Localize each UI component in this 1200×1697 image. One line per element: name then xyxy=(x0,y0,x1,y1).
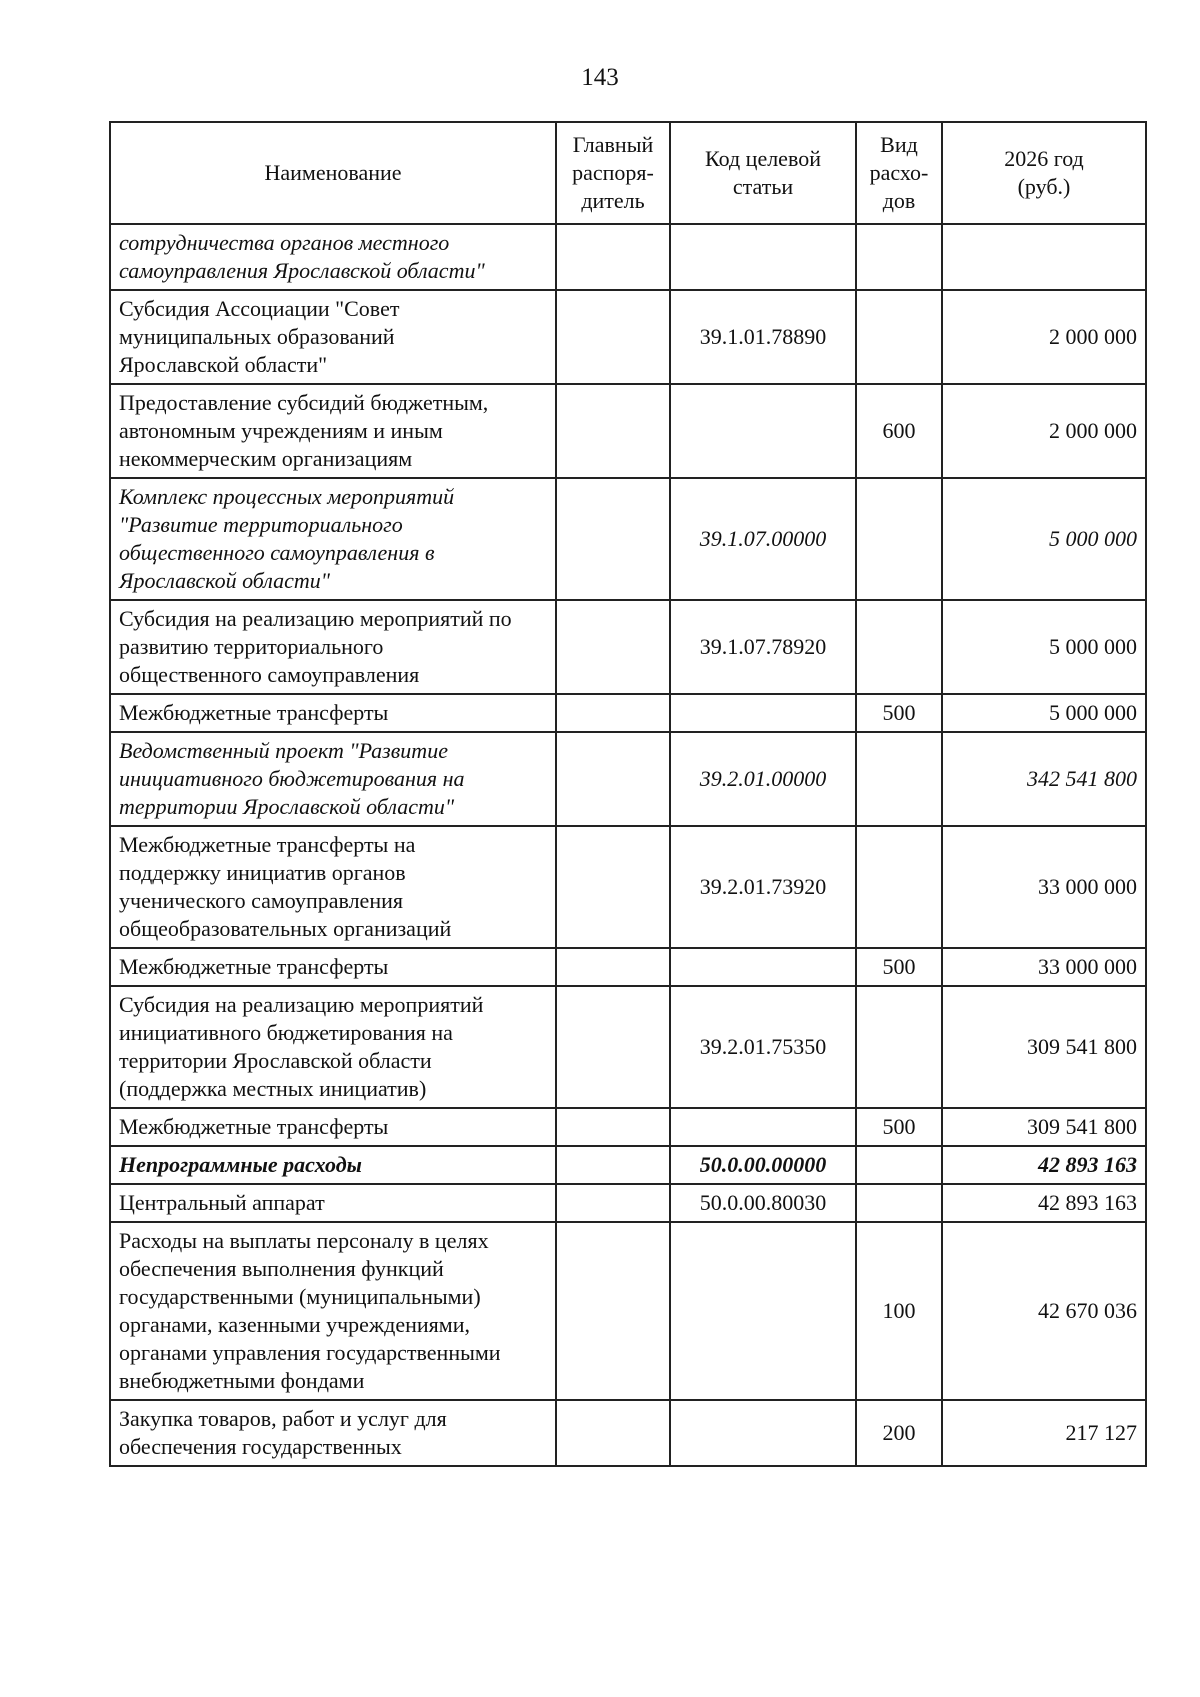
cell-name-line: Ярославской области" xyxy=(119,352,328,377)
cell-name-line: Межбюджетные трансферты xyxy=(119,700,389,725)
cell-expense-type xyxy=(856,732,942,826)
page-number: 143 xyxy=(581,64,619,91)
cell-name-line: некоммерческим организациям xyxy=(119,446,413,471)
cell-main-manager xyxy=(556,600,670,694)
cell-main-manager xyxy=(556,290,670,384)
cell-expense-type xyxy=(856,1184,942,1222)
cell-main-manager xyxy=(556,224,670,290)
cell-expense-type xyxy=(856,478,942,600)
cell-expense-type xyxy=(856,1146,942,1184)
cell-name-line: территории Ярославской области" xyxy=(119,794,455,819)
cell-name-line: Расходы на выплаты персоналу в целях xyxy=(119,1228,489,1253)
cell-amount: 42 893 163 xyxy=(942,1184,1146,1222)
cell-main-manager xyxy=(556,478,670,600)
table-row xyxy=(110,826,1146,948)
cell-name xyxy=(110,1400,556,1466)
table-row xyxy=(110,1222,1146,1400)
cell-target-code: 39.2.01.75350 xyxy=(670,986,856,1108)
cell-name-line: Субсидия на реализацию мероприятий по xyxy=(119,606,512,631)
cell-amount: 42 670 036 xyxy=(942,1222,1146,1400)
cell-target-code: 39.1.07.78920 xyxy=(670,600,856,694)
cell-name-line: Межбюджетные трансферты xyxy=(119,954,389,979)
cell-target-code: 39.2.01.73920 xyxy=(670,826,856,948)
cell-amount: 33 000 000 xyxy=(942,826,1146,948)
cell-name-line: органами, казенными учреждениями, xyxy=(119,1312,470,1337)
header-target-code xyxy=(670,122,856,224)
cell-expense-type xyxy=(856,600,942,694)
cell-expense-type xyxy=(856,224,942,290)
cell-name-line: Межбюджетные трансферты xyxy=(119,1114,389,1139)
header-vid-line: дов xyxy=(882,188,916,213)
cell-name-line: поддержку инициатив органов xyxy=(119,860,406,885)
cell-name-line: органами управления государственными xyxy=(119,1340,501,1365)
table-row xyxy=(110,732,1146,826)
cell-name xyxy=(110,1146,556,1184)
cell-amount: 5 000 000 xyxy=(942,600,1146,694)
cell-name-line: Межбюджетные трансферты на xyxy=(119,832,416,857)
cell-expense-type: 500 xyxy=(856,948,942,986)
header-vid-line: расхо- xyxy=(869,160,929,185)
cell-name-line: Комплекс процессных мероприятий xyxy=(119,484,455,509)
cell-name xyxy=(110,290,556,384)
cell-name-line: сотрудничества органов местного xyxy=(119,230,450,255)
cell-expense-type xyxy=(856,290,942,384)
cell-name-line: (поддержка местных инициатив) xyxy=(119,1076,427,1101)
header-vid-line: Вид xyxy=(880,132,918,157)
cell-main-manager xyxy=(556,694,670,732)
header-main-line: дитель xyxy=(581,188,645,213)
cell-expense-type: 200 xyxy=(856,1400,942,1466)
cell-name-line: общеобразовательных организаций xyxy=(119,916,452,941)
cell-main-manager xyxy=(556,384,670,478)
cell-amount: 42 893 163 xyxy=(942,1146,1146,1184)
cell-name-line: Ведомственный проект "Развитие xyxy=(119,738,448,763)
cell-amount: 2 000 000 xyxy=(942,384,1146,478)
cell-name xyxy=(110,694,556,732)
cell-name-line: общественного самоуправления в xyxy=(119,540,435,565)
cell-name xyxy=(110,986,556,1108)
table-row xyxy=(110,948,1146,986)
table-row xyxy=(110,1108,1146,1146)
cell-main-manager xyxy=(556,948,670,986)
header-year-line: (руб.) xyxy=(1017,174,1071,199)
cell-name xyxy=(110,1184,556,1222)
table-row xyxy=(110,290,1146,384)
header-main-line: Главный xyxy=(572,132,654,157)
cell-main-manager xyxy=(556,1146,670,1184)
table-row xyxy=(110,1184,1146,1222)
cell-main-manager xyxy=(556,732,670,826)
cell-name xyxy=(110,478,556,600)
cell-target-code xyxy=(670,384,856,478)
cell-name-line: "Развитие территориального xyxy=(119,512,403,537)
cell-expense-type xyxy=(856,986,942,1108)
cell-name-line: муниципальных образований xyxy=(119,324,395,349)
cell-name xyxy=(110,384,556,478)
cell-target-code xyxy=(670,1222,856,1400)
cell-amount: 5 000 000 xyxy=(942,478,1146,600)
cell-target-code: 39.2.01.00000 xyxy=(670,732,856,826)
header-year-line: 2026 год xyxy=(1004,146,1084,171)
cell-name xyxy=(110,1222,556,1400)
table-row xyxy=(110,600,1146,694)
header-year-2026 xyxy=(942,122,1146,224)
table-row xyxy=(110,986,1146,1108)
cell-target-code: 39.1.07.00000 xyxy=(670,478,856,600)
cell-main-manager xyxy=(556,826,670,948)
cell-target-code xyxy=(670,1400,856,1466)
cell-name-line: Ярославской области" xyxy=(119,568,331,593)
cell-main-manager xyxy=(556,986,670,1108)
cell-main-manager xyxy=(556,1184,670,1222)
table-row xyxy=(110,1146,1146,1184)
cell-name-line: территории Ярославской области xyxy=(119,1048,432,1073)
cell-name-line: автономным учреждениям и иным xyxy=(119,418,443,443)
cell-name-line: самоуправления Ярославской области" xyxy=(119,258,485,283)
cell-expense-type: 100 xyxy=(856,1222,942,1400)
table-row xyxy=(110,1400,1146,1466)
header-row xyxy=(110,122,1146,224)
header-code-line: статьи xyxy=(732,174,794,199)
table-row xyxy=(110,224,1146,290)
cell-name xyxy=(110,1108,556,1146)
budget-table xyxy=(109,121,1147,1467)
cell-main-manager xyxy=(556,1222,670,1400)
table-row xyxy=(110,694,1146,732)
cell-name xyxy=(110,948,556,986)
cell-name-line: обеспечения государственных xyxy=(119,1434,402,1459)
cell-name-line: Субсидия на реализацию мероприятий xyxy=(119,992,484,1017)
table-row xyxy=(110,478,1146,600)
cell-target-code xyxy=(670,948,856,986)
cell-name xyxy=(110,224,556,290)
cell-name-line: обеспечения выполнения функций xyxy=(119,1256,444,1281)
cell-amount: 309 541 800 xyxy=(942,1108,1146,1146)
cell-name-line: ученического самоуправления xyxy=(119,888,403,913)
cell-amount: 342 541 800 xyxy=(942,732,1146,826)
header-name: Наименование xyxy=(110,122,556,224)
cell-name-line: общественного самоуправления xyxy=(119,662,420,687)
cell-amount: 309 541 800 xyxy=(942,986,1146,1108)
cell-target-code xyxy=(670,1108,856,1146)
cell-expense-type xyxy=(856,826,942,948)
cell-name-line: Центральный аппарат xyxy=(119,1190,325,1215)
header-expense-type xyxy=(856,122,942,224)
header-code-line: Код целевой xyxy=(705,146,821,171)
table-row xyxy=(110,384,1146,478)
header-main-manager xyxy=(556,122,670,224)
cell-name xyxy=(110,600,556,694)
cell-name-line: инициативного бюджетирования на xyxy=(119,766,465,791)
cell-amount: 217 127 xyxy=(942,1400,1146,1466)
cell-amount: 33 000 000 xyxy=(942,948,1146,986)
cell-amount: 5 000 000 xyxy=(942,694,1146,732)
cell-name-line: внебюджетными фондами xyxy=(119,1368,365,1393)
cell-target-code: 50.0.00.80030 xyxy=(670,1184,856,1222)
cell-target-code: 39.1.01.78890 xyxy=(670,290,856,384)
cell-name xyxy=(110,732,556,826)
cell-target-code xyxy=(670,694,856,732)
cell-name-line: Субсидия Ассоциации "Совет xyxy=(119,296,400,321)
cell-name-line: Предоставление субсидий бюджетным, xyxy=(119,390,489,415)
cell-amount xyxy=(942,224,1146,290)
cell-main-manager xyxy=(556,1108,670,1146)
table-body xyxy=(110,224,1146,1466)
header-main-line: распоря- xyxy=(572,160,654,185)
cell-name-line: Закупка товаров, работ и услуг для xyxy=(119,1406,447,1431)
cell-name-line: государственными (муниципальными) xyxy=(119,1284,481,1309)
cell-expense-type: 500 xyxy=(856,694,942,732)
cell-expense-type: 500 xyxy=(856,1108,942,1146)
cell-amount: 2 000 000 xyxy=(942,290,1146,384)
cell-target-code xyxy=(670,224,856,290)
cell-target-code: 50.0.00.00000 xyxy=(670,1146,856,1184)
cell-main-manager xyxy=(556,1400,670,1466)
cell-name-line: инициативного бюджетирования на xyxy=(119,1020,453,1045)
cell-name-line: развитию территориального xyxy=(119,634,384,659)
cell-expense-type: 600 xyxy=(856,384,942,478)
cell-name xyxy=(110,826,556,948)
cell-name-line: Непрограммные расходы xyxy=(119,1152,362,1177)
